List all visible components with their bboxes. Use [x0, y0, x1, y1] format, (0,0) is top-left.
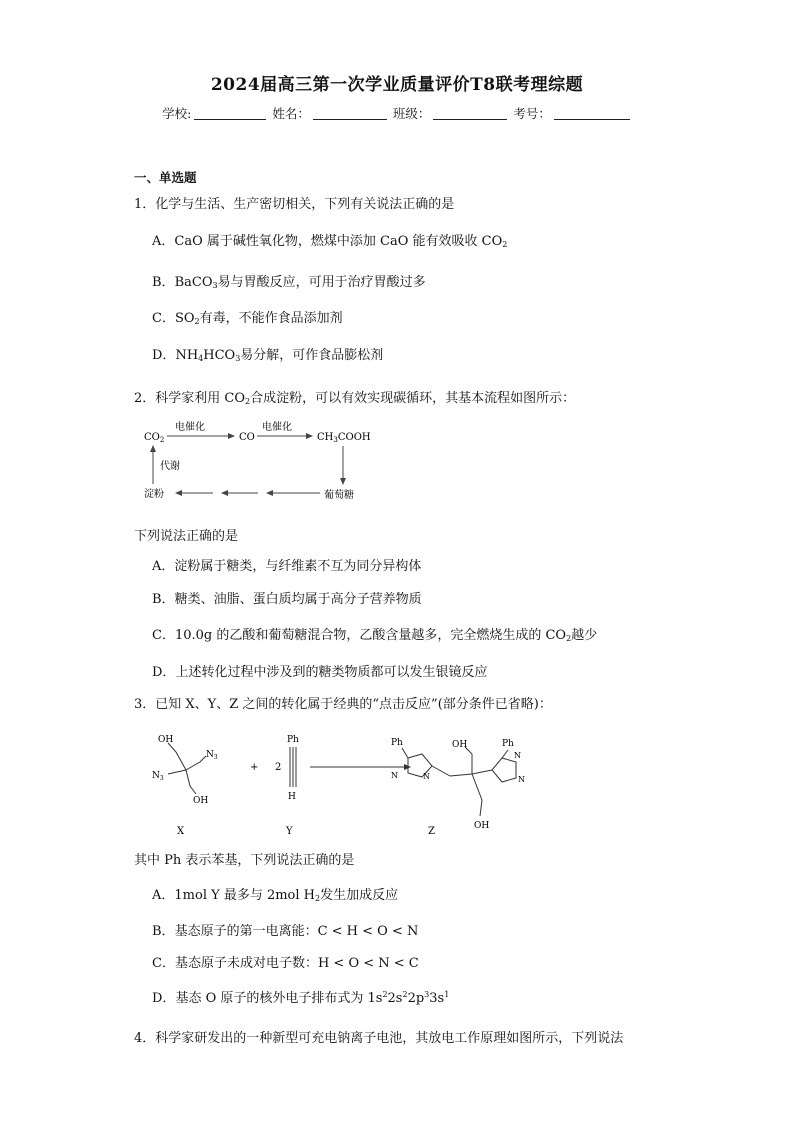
acetic-acid-node: $CH_3COOH$	[317, 432, 371, 444]
name-label: 姓名：	[272, 106, 310, 121]
class-label: 班级：	[392, 106, 431, 121]
arrow1-label: 电催化	[175, 422, 205, 433]
question-3-option-a[interactable]: A．1mol Y 最多与 2mol $H_2$发生加成反应	[152, 888, 399, 903]
y-h: H	[288, 792, 296, 802]
question-1-option-b[interactable]: B．BaCO$_3$易与胃酸反应，可用于治疗胃酸过多	[152, 275, 426, 290]
section-title: 一、单选题	[134, 170, 197, 185]
x-n3-right: $N_3$	[206, 750, 218, 761]
question-3-stem: 3．已知 X、Y、Z 之间的转化属于经典的“点击反应”(部分条件已省略)：	[134, 697, 552, 712]
co-node: CO	[239, 432, 255, 443]
arrow2-label: 电催化	[262, 422, 292, 433]
molecule-y-triple-bond	[290, 747, 296, 787]
school-blank[interactable]	[194, 106, 266, 120]
y-label: Y	[286, 826, 293, 837]
question-2-option-c[interactable]: C．10.0g 的乙酸和葡萄糖混合物，乙酸含量越多，完全燃烧生成的 $CO_2$越少	[152, 628, 598, 643]
student-info-line	[0, 104, 794, 122]
x-oh-bottom: OH	[193, 796, 209, 806]
class-blank[interactable]	[433, 106, 507, 120]
question-2-option-a[interactable]: A．淀粉属于糖类，与纤维素不互为同分异构体	[152, 559, 422, 574]
click-reaction-scheme	[140, 722, 570, 837]
question-2-followup: 下列说法正确的是	[134, 529, 239, 544]
question-2-stem: 2．科学家利用 $CO_2$合成淀粉，可以有效实现碳循环，其基本流程如图所示：	[134, 391, 576, 406]
question-3-option-b[interactable]: B．基态原子的第一电离能：C < H < O < N	[152, 924, 419, 939]
question-2-option-d[interactable]: D．上述转化过程中涉及到的糖类物质都可以发生银镜反应	[152, 665, 488, 680]
z-n1: N	[391, 771, 398, 780]
question-4-stem: 4．科学家研发出的一种新型可充电钠离子电池，其放电工作原理如图所示，下列说法	[134, 1031, 624, 1046]
name-blank[interactable]	[313, 106, 387, 120]
molecule-x	[168, 743, 206, 794]
glucose-node: 葡萄糖	[324, 490, 354, 501]
exam-number-label: 考号：	[513, 106, 551, 121]
question-2-option-b[interactable]: B．糖类、油脂、蛋白质均属于高分子营养物质	[152, 592, 422, 607]
question-1-option-d[interactable]: D．$NH_4HCO_3$易分解，可作食品膨松剂	[152, 348, 384, 363]
y-coefficient: 2	[275, 762, 282, 773]
question-1-stem: 1．化学与生活、生产密切相关，下列有关说法正确的是	[134, 197, 455, 212]
z-oh-bottom: OH	[474, 821, 490, 831]
question-1-option-c[interactable]: C．$SO_2$有毒，不能作食品添加剂	[152, 311, 343, 326]
school-label: 学校:	[162, 106, 192, 121]
question-3-option-c[interactable]: C．基态原子未成对电子数：H < O < N < C	[152, 956, 419, 971]
y-ph: Ph	[287, 735, 299, 745]
x-label: X	[177, 826, 185, 837]
starch-node: 淀粉	[144, 489, 164, 500]
z-oh-top: OH	[452, 740, 468, 750]
metabolism-label: 代谢	[160, 461, 180, 472]
x-n3-left: $N_3$	[152, 771, 164, 782]
question-1-option-a[interactable]: A．CaO 属于碱性氧化物，燃煤中添加 CaO 能有效吸收 $CO_2$	[152, 234, 508, 249]
z-ph-left: Ph	[391, 738, 403, 748]
z-label: Z	[428, 826, 435, 837]
z-n2: N	[423, 772, 430, 781]
exam-title: 2024届高三第一次学业质量评价T8联考理综题	[210, 75, 584, 95]
molecule-z	[402, 747, 516, 816]
x-oh-top: OH	[158, 735, 174, 745]
z-ph-right: Ph	[502, 739, 514, 749]
question-3-followup: 其中 Ph 表示苯基，下列说法正确的是	[134, 853, 355, 868]
plus-sign: +	[250, 762, 259, 773]
question-3-option-d[interactable]: D．基态 O 原子的核外电子排布式为 $1s^22s^22p^33s^1$	[152, 990, 450, 1006]
co2-node: $CO_2$	[144, 432, 165, 444]
starch-synthesis-flow-diagram	[140, 416, 390, 506]
exam-number-blank[interactable]	[554, 106, 630, 120]
z-n4: N	[518, 775, 525, 784]
z-n3: N	[514, 751, 521, 760]
